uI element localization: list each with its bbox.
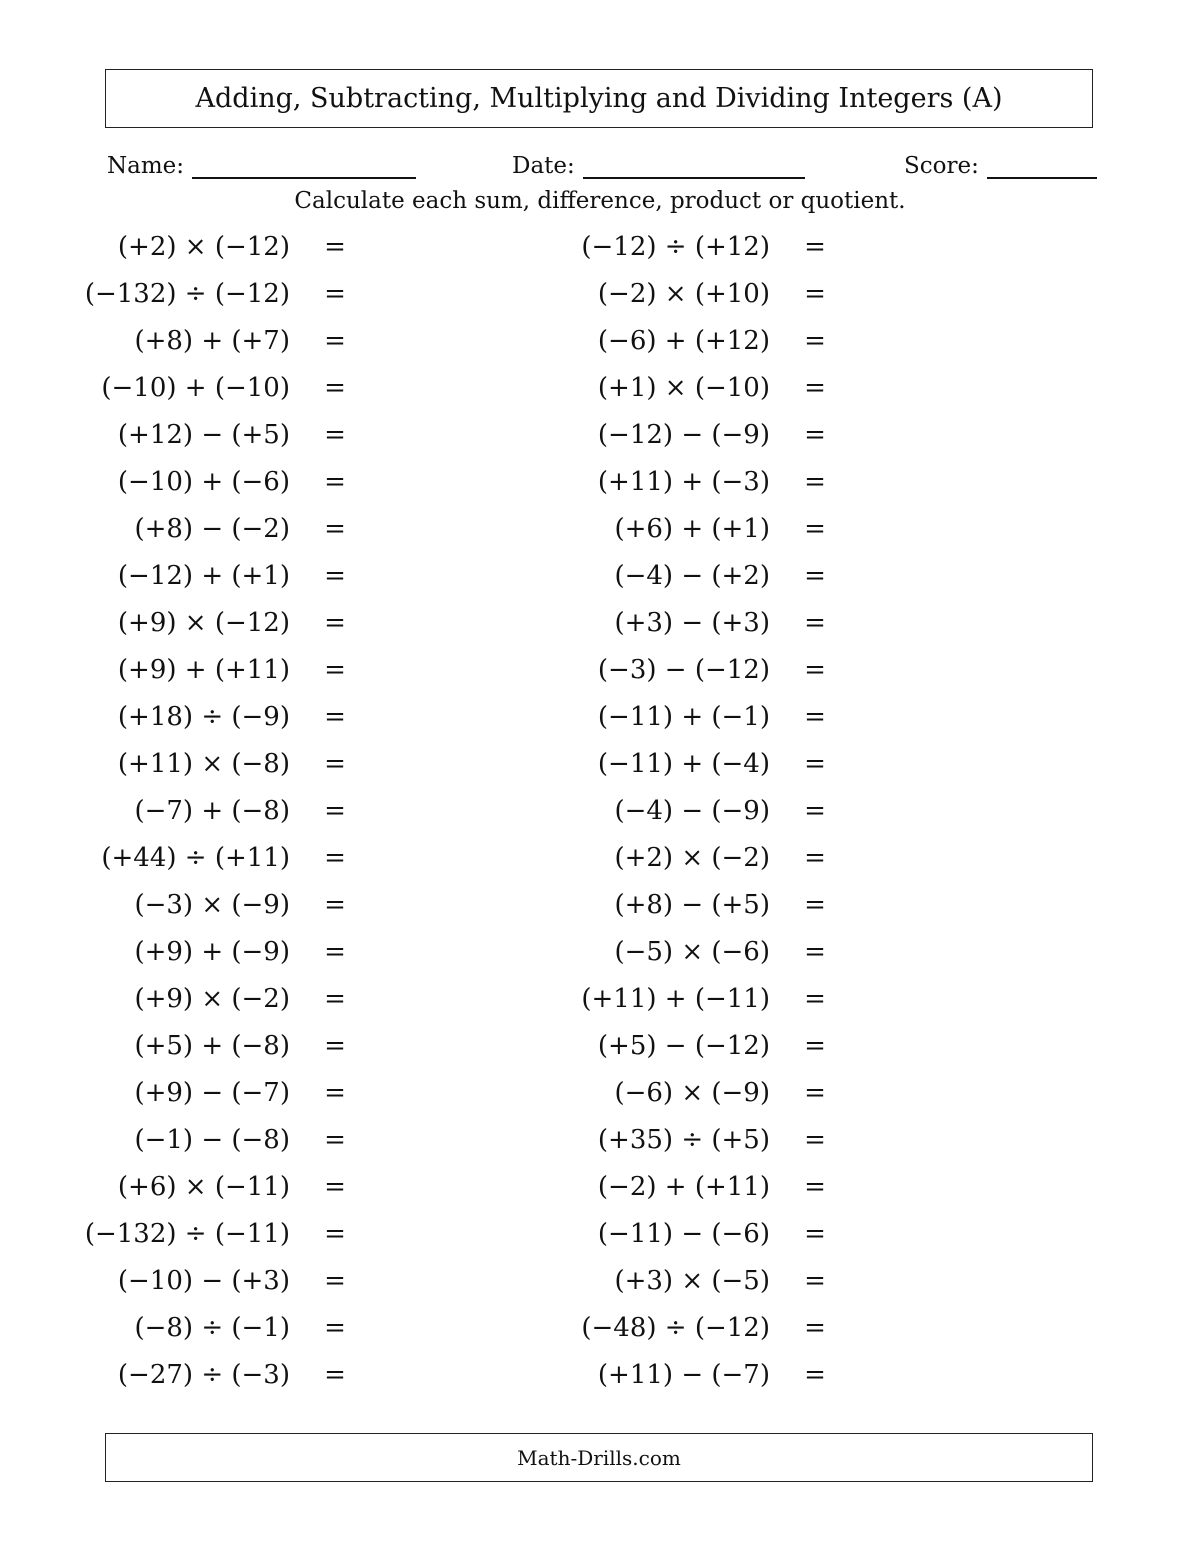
problem-expression: (+8) − (+5) (614, 890, 770, 920)
equals-sign: = (324, 514, 346, 544)
problem-row (0, 1313, 350, 1353)
problem-row (480, 1266, 830, 1306)
problem-row (0, 326, 350, 366)
equals-sign: = (804, 749, 826, 779)
equals-sign: = (324, 937, 346, 967)
problem-expression: (+9) + (−9) (134, 937, 290, 967)
equals-sign: = (324, 232, 346, 262)
equals-sign: = (324, 326, 346, 356)
equals-sign: = (804, 984, 826, 1014)
problem-expression: (+9) − (−7) (134, 1078, 290, 1108)
problem-row (0, 1172, 350, 1212)
equals-sign: = (324, 373, 346, 403)
problem-row (0, 1219, 350, 1259)
date-blank-line[interactable] (583, 143, 805, 179)
equals-sign: = (804, 561, 826, 591)
problem-expression: (−6) × (−9) (614, 1078, 770, 1108)
problem-row (0, 420, 350, 460)
problem-expression: (−11) + (−4) (597, 749, 770, 779)
problem-expression: (−132) ÷ (−12) (84, 279, 290, 309)
problem-row (480, 608, 830, 648)
date-field[interactable] (512, 143, 805, 179)
problem-expression: (+5) − (−12) (597, 1031, 770, 1061)
name-field[interactable] (107, 143, 416, 179)
equals-sign: = (324, 843, 346, 873)
score-blank-line[interactable] (987, 143, 1097, 179)
problem-row (0, 937, 350, 977)
problem-row (480, 1172, 830, 1212)
problem-row (480, 514, 830, 554)
problem-row (0, 890, 350, 930)
problem-expression: (+2) × (−12) (117, 232, 290, 262)
equals-sign: = (324, 608, 346, 638)
problem-row (0, 796, 350, 836)
problem-row (480, 749, 830, 789)
equals-sign: = (804, 326, 826, 356)
problem-expression: (+9) + (+11) (117, 655, 290, 685)
problem-row (0, 1078, 350, 1118)
problem-expression: (+6) × (−11) (117, 1172, 290, 1202)
equals-sign: = (324, 1078, 346, 1108)
problem-expression: (+9) × (−12) (117, 608, 290, 638)
problem-expression: (+18) ÷ (−9) (117, 702, 290, 732)
problem-expression: (+1) × (−10) (597, 373, 770, 403)
problem-row (0, 702, 350, 742)
equals-sign: = (804, 1266, 826, 1296)
problem-expression: (−2) × (+10) (597, 279, 770, 309)
problem-row (480, 1125, 830, 1165)
problem-row (480, 1313, 830, 1353)
problem-expression: (+35) ÷ (+5) (597, 1125, 770, 1155)
equals-sign: = (324, 702, 346, 732)
equals-sign: = (324, 1266, 346, 1296)
equals-sign: = (324, 1219, 346, 1249)
problem-expression: (−132) ÷ (−11) (84, 1219, 290, 1249)
equals-sign: = (804, 373, 826, 403)
equals-sign: = (804, 1219, 826, 1249)
problem-row (480, 702, 830, 742)
problem-expression: (−3) × (−9) (134, 890, 290, 920)
equals-sign: = (804, 232, 826, 262)
equals-sign: = (804, 937, 826, 967)
problem-row (480, 984, 830, 1024)
problem-expression: (−4) − (+2) (614, 561, 770, 591)
problem-row (480, 937, 830, 977)
problem-expression: (+11) + (−3) (597, 467, 770, 497)
problem-row (0, 514, 350, 554)
problem-row (480, 279, 830, 319)
name-blank-line[interactable] (192, 143, 416, 179)
problem-row (480, 1031, 830, 1071)
equals-sign: = (804, 702, 826, 732)
equals-sign: = (804, 608, 826, 638)
equals-sign: = (804, 843, 826, 873)
problem-expression: (−2) + (+11) (597, 1172, 770, 1202)
problem-expression: (+3) × (−5) (614, 1266, 770, 1296)
problem-row (0, 232, 350, 272)
worksheet-title (105, 69, 1093, 128)
problem-expression: (−7) + (−8) (134, 796, 290, 826)
equals-sign: = (804, 655, 826, 685)
name-label: Name: (107, 153, 185, 179)
problem-expression: (+8) + (+7) (134, 326, 290, 356)
problem-expression: (−27) ÷ (−3) (117, 1360, 290, 1390)
problem-expression: (+2) × (−2) (614, 843, 770, 873)
problem-row (480, 467, 830, 507)
problem-row (0, 467, 350, 507)
equals-sign: = (804, 420, 826, 450)
problem-row (0, 655, 350, 695)
problem-row (0, 279, 350, 319)
equals-sign: = (324, 561, 346, 591)
equals-sign: = (324, 1031, 346, 1061)
problem-expression: (−10) + (−6) (117, 467, 290, 497)
equals-sign: = (324, 420, 346, 450)
equals-sign: = (324, 749, 346, 779)
problem-expression: (−8) ÷ (−1) (134, 1313, 290, 1343)
problem-row (480, 890, 830, 930)
equals-sign: = (804, 1078, 826, 1108)
problem-expression: (−11) + (−1) (597, 702, 770, 732)
equals-sign: = (324, 467, 346, 497)
equals-sign: = (804, 1172, 826, 1202)
problem-expression: (+5) + (−8) (134, 1031, 290, 1061)
equals-sign: = (804, 1313, 826, 1343)
equals-sign: = (324, 796, 346, 826)
problem-row (480, 796, 830, 836)
problem-expression: (−12) − (−9) (597, 420, 770, 450)
equals-sign: = (804, 890, 826, 920)
problem-expression: (−10) − (+3) (117, 1266, 290, 1296)
problem-expression: (−5) × (−6) (614, 937, 770, 967)
problem-expression: (−1) − (−8) (134, 1125, 290, 1155)
problem-expression: (+11) + (−11) (581, 984, 770, 1014)
problem-row (0, 843, 350, 883)
equals-sign: = (804, 514, 826, 544)
equals-sign: = (804, 796, 826, 826)
equals-sign: = (804, 467, 826, 497)
problem-expression: (−3) − (−12) (597, 655, 770, 685)
problem-row (0, 1031, 350, 1071)
equals-sign: = (804, 1360, 826, 1390)
problem-expression: (−10) + (−10) (101, 373, 290, 403)
problem-expression: (+8) − (−2) (134, 514, 290, 544)
footer-site: Math-Drills.com (517, 1445, 681, 1470)
problem-row (0, 608, 350, 648)
score-field[interactable] (904, 143, 1097, 179)
problem-row (0, 1360, 350, 1400)
equals-sign: = (804, 1125, 826, 1155)
problem-expression: (+9) × (−2) (134, 984, 290, 1014)
problem-row (480, 373, 830, 413)
problem-expression: (−12) + (+1) (117, 561, 290, 591)
problem-expression: (−12) ÷ (+12) (581, 232, 770, 262)
problem-row (480, 1219, 830, 1259)
problem-row (480, 1360, 830, 1400)
equals-sign: = (804, 1031, 826, 1061)
problem-expression: (+6) + (+1) (614, 514, 770, 544)
footer (105, 1433, 1093, 1482)
problem-expression: (+12) − (+5) (117, 420, 290, 450)
equals-sign: = (324, 1313, 346, 1343)
equals-sign: = (324, 1360, 346, 1390)
problem-expression: (−6) + (+12) (597, 326, 770, 356)
problem-row (0, 984, 350, 1024)
problem-expression: (+11) × (−8) (117, 749, 290, 779)
equals-sign: = (324, 890, 346, 920)
problem-row (480, 655, 830, 695)
problem-expression: (+11) − (−7) (597, 1360, 770, 1390)
problem-row (0, 1266, 350, 1306)
problem-expression: (−11) − (−6) (597, 1219, 770, 1249)
problem-row (480, 232, 830, 272)
problem-expression: (+3) − (+3) (614, 608, 770, 638)
problem-row (0, 1125, 350, 1165)
problem-row (480, 561, 830, 601)
equals-sign: = (324, 984, 346, 1014)
equals-sign: = (324, 279, 346, 309)
equals-sign: = (324, 1125, 346, 1155)
problem-expression: (−48) ÷ (−12) (581, 1313, 770, 1343)
problem-row (480, 420, 830, 460)
score-label: Score: (904, 153, 979, 179)
problem-row (480, 1078, 830, 1118)
problem-row (480, 326, 830, 366)
problem-expression: (−4) − (−9) (614, 796, 770, 826)
equals-sign: = (324, 655, 346, 685)
date-label: Date: (512, 153, 575, 179)
equals-sign: = (804, 279, 826, 309)
equals-sign: = (324, 1172, 346, 1202)
worksheet-title-text: Adding, Subtracting, Multiplying and Dividing Integers (A) (195, 83, 1003, 114)
problem-row (0, 749, 350, 789)
instructions: Calculate each sum, difference, product or quotient. (294, 188, 906, 214)
problem-expression: (+44) ÷ (+11) (101, 843, 290, 873)
problem-row (480, 843, 830, 883)
problem-row (0, 373, 350, 413)
problem-row (0, 561, 350, 601)
